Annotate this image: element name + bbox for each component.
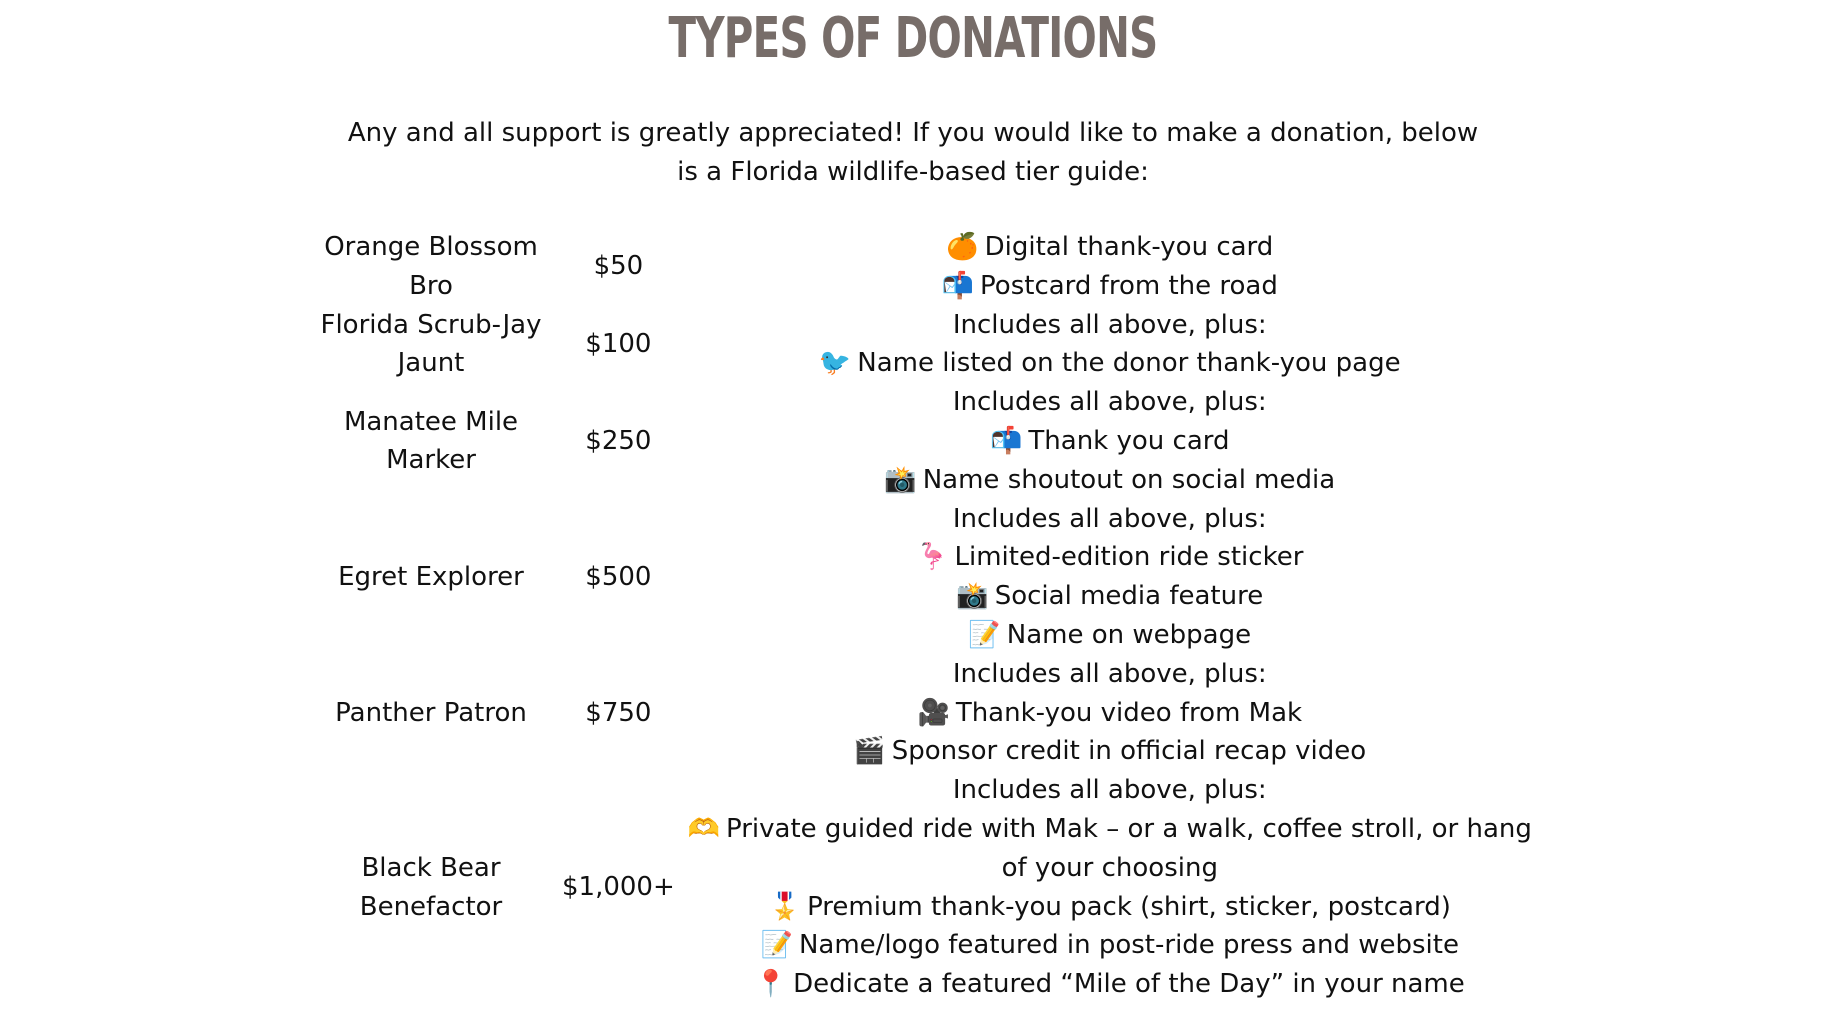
perk-emoji-icon: 📝 [968,619,1001,650]
perk-text: Thank you card [1028,425,1230,456]
perk-item [675,344,1545,383]
perk-emoji-icon: 🐦 [818,348,852,379]
tier-perks [675,228,1545,306]
tier-perks [675,500,1545,655]
perk-text: Includes all above, plus: [952,309,1267,340]
tier-amount: $250 [585,425,652,456]
tier-row [300,771,1545,1004]
perk-item [675,926,1545,965]
perk-item [675,577,1545,616]
perk-item [675,538,1545,577]
tier-name: Panther Patron [335,697,527,728]
perk-item [675,383,1545,422]
perk-text: Name/logo featured in post-ride press and website [798,930,1459,961]
perk-emoji-icon: 📸 [956,581,989,612]
perk-item [675,461,1545,500]
perk-text: Name listed on the donor thank-you page [857,348,1401,379]
page-title: TYPES OF DONATIONS [668,6,1158,71]
perk-item [675,228,1545,267]
perk-item [675,771,1545,810]
perk-item [675,655,1545,694]
tier-name: Orange Blossom Bro [324,232,538,301]
perk-item [675,732,1545,771]
perk-emoji-icon: 📬 [990,425,1023,456]
perk-text: Private guided ride with Mak – or a walk, coffee stroll, or hang of your choosing [726,813,1532,883]
perk-item [675,267,1545,306]
perk-item [675,500,1545,539]
perk-item [675,616,1545,655]
perk-emoji-icon: 📬 [941,270,975,301]
tier-row [300,500,1545,655]
perk-item [675,422,1545,461]
perk-text: Social media feature [994,581,1264,612]
tier-row [300,306,1545,384]
perk-text: Includes all above, plus: [952,503,1267,534]
perk-item [675,694,1545,733]
perk-emoji-icon: 🦩 [916,542,949,573]
tier-perks [675,306,1545,384]
tier-row [300,228,1545,306]
perk-emoji-icon: 📸 [884,464,917,495]
perk-emoji-icon: 🎖️ [768,891,802,922]
perk-item [675,965,1545,1004]
tier-name: Black Bear Benefactor [359,852,503,922]
perk-emoji-icon: 🎥 [917,697,950,728]
tier-amount: $500 [585,561,652,592]
perk-emoji-icon: 🎬 [853,736,886,767]
tier-table-body [300,228,1545,1004]
perk-text: Limited-edition ride sticker [954,542,1304,573]
tier-name: Florida Scrub-Jay Jaunt [320,309,542,379]
donation-tier-table [300,228,1545,1004]
perk-text: Name shoutout on social media [922,464,1336,495]
perk-emoji-icon: 🫶 [687,813,721,844]
perk-emoji-icon: 🍊 [946,232,979,262]
perk-text: Dedicate a featured “Mile of the Day” in your name [793,969,1465,1000]
tier-perks [675,771,1545,1004]
tier-row [300,383,1545,499]
tier-perks [675,383,1545,499]
perk-text: Includes all above, plus: [952,658,1267,689]
perk-text: Sponsor credit in official recap video [891,736,1367,767]
tier-amount: $1,000+ [562,872,675,903]
perk-text: Postcard from the road [980,270,1278,301]
perk-item [675,888,1545,927]
perk-text: Thank-you video from Mak [955,697,1303,728]
intro-text: Any and all support is greatly appreciated! If you would like to make a donation, below is a Florida wildlife-based tier guide: [347,118,1479,187]
perk-text: Premium thank-you pack (shirt, sticker, postcard) [807,891,1451,922]
tier-name: Manatee Mile Marker [343,406,519,476]
tier-amount: $50 [593,251,644,282]
perk-text: Name on webpage [1006,619,1252,650]
perk-item [675,306,1545,345]
tier-amount: $100 [585,328,652,359]
perk-text: Digital thank-you card [984,232,1274,262]
tier-name: Egret Explorer [338,561,524,592]
perk-emoji-icon: 📍 [754,969,788,1000]
perk-emoji-icon: 📝 [760,930,793,961]
perk-text: Includes all above, plus: [952,387,1267,418]
perk-item [675,810,1545,888]
tier-perks [675,655,1545,771]
tier-row [300,655,1545,771]
perk-text: Includes all above, plus: [952,775,1267,806]
tier-amount: $750 [585,697,652,728]
